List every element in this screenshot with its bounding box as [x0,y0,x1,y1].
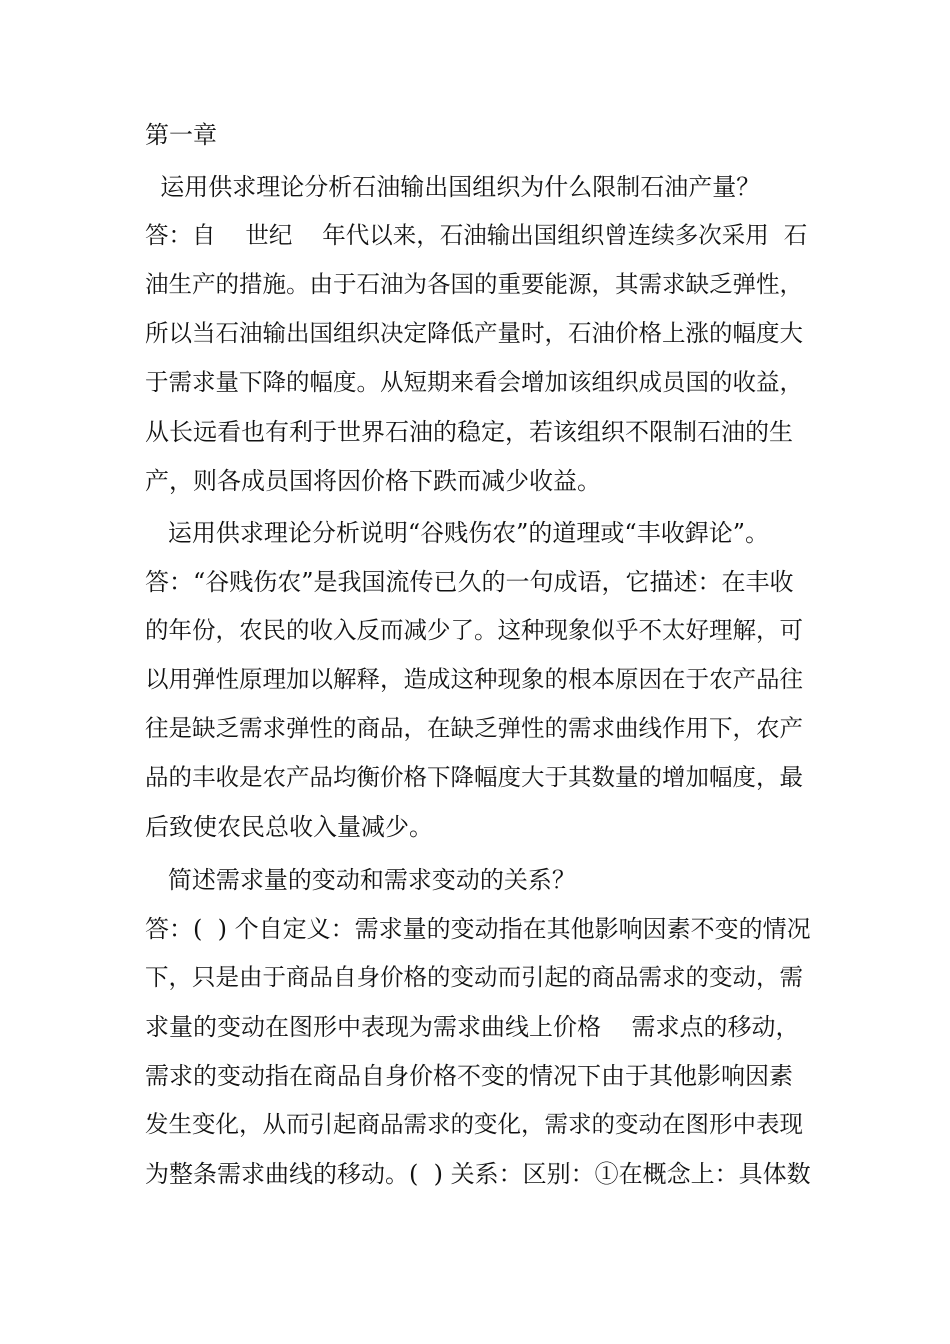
question-3: 简述需求量的变动和需求变动的关系？ [145,866,576,894]
answer-1-line: 答：自 世纪 年代以来，石油输出国组织曾连续多次采用 石 [145,221,808,249]
answer-3-line: 求量的变动在图形中表现为需求曲线上价格 需求点的移动， [145,1013,800,1041]
answer-2-line: 品的丰收是农产品均衡价格下降幅度大于其数量的增加幅度，最 [145,763,803,791]
answer-1-line: 所以当石油输出国组织决定降低产量时，石油价格上涨的幅度大 [145,319,803,347]
answer-2-line: 答：“谷贱伤农”是我国流传已久的一句成语，它描述：在丰收 [145,568,794,596]
answer-1-line: 于需求量下降的幅度。从短期来看会增加该组织成员国的收益， [145,368,803,396]
answer-3-line: 下，只是由于商品自身价格的变动而引起的商品需求的变动，需 [145,963,803,991]
answer-3-line: 为整条需求曲线的移动。( ) 关系：区别：①在概念上：具体数 [145,1160,811,1188]
answer-1-line: 产，则各成员国将因价格下跌而减少收益。 [145,467,601,495]
answer-2-line: 以用弹性原理加以解释，造成这种现象的根本原因在于农产品往 [145,665,803,693]
answer-2-line: 往是缺乏需求弹性的商品，在缺乏弹性的需求曲线作用下，农产 [145,714,803,742]
question-1: 运用供求理论分析石油输出国组织为什么限制石油产量？ [145,173,761,201]
answer-3-line: 答：( ) 个自定义：需求量的变动指在其他影响因素不变的情况 [145,915,811,943]
answer-1-line: 从长远看也有利于世界石油的稳定，若该组织不限制石油的生 [145,418,793,446]
answer-2-line: 后致使农民总收入量减少。 [145,813,433,841]
answer-2-line: 的年份，农民的收入反而减少了。这种现象似乎不太好理解，可 [145,616,803,644]
answer-3-line: 需求的变动指在商品自身价格不变的情况下由于其他影响因素 [145,1062,793,1090]
chapter-heading: 第一章 [145,121,217,149]
question-2: 运用供求理论分析说明“谷贱伤农”的道理或“丰收銲论”。 [145,519,769,547]
answer-3-line: 发生变化，从而引起商品需求的变化，需求的变动在图形中表现 [145,1110,803,1138]
answer-1-line: 油生产的措施。由于石油为各国的重要能源，其需求缺乏弹性， [145,270,803,298]
